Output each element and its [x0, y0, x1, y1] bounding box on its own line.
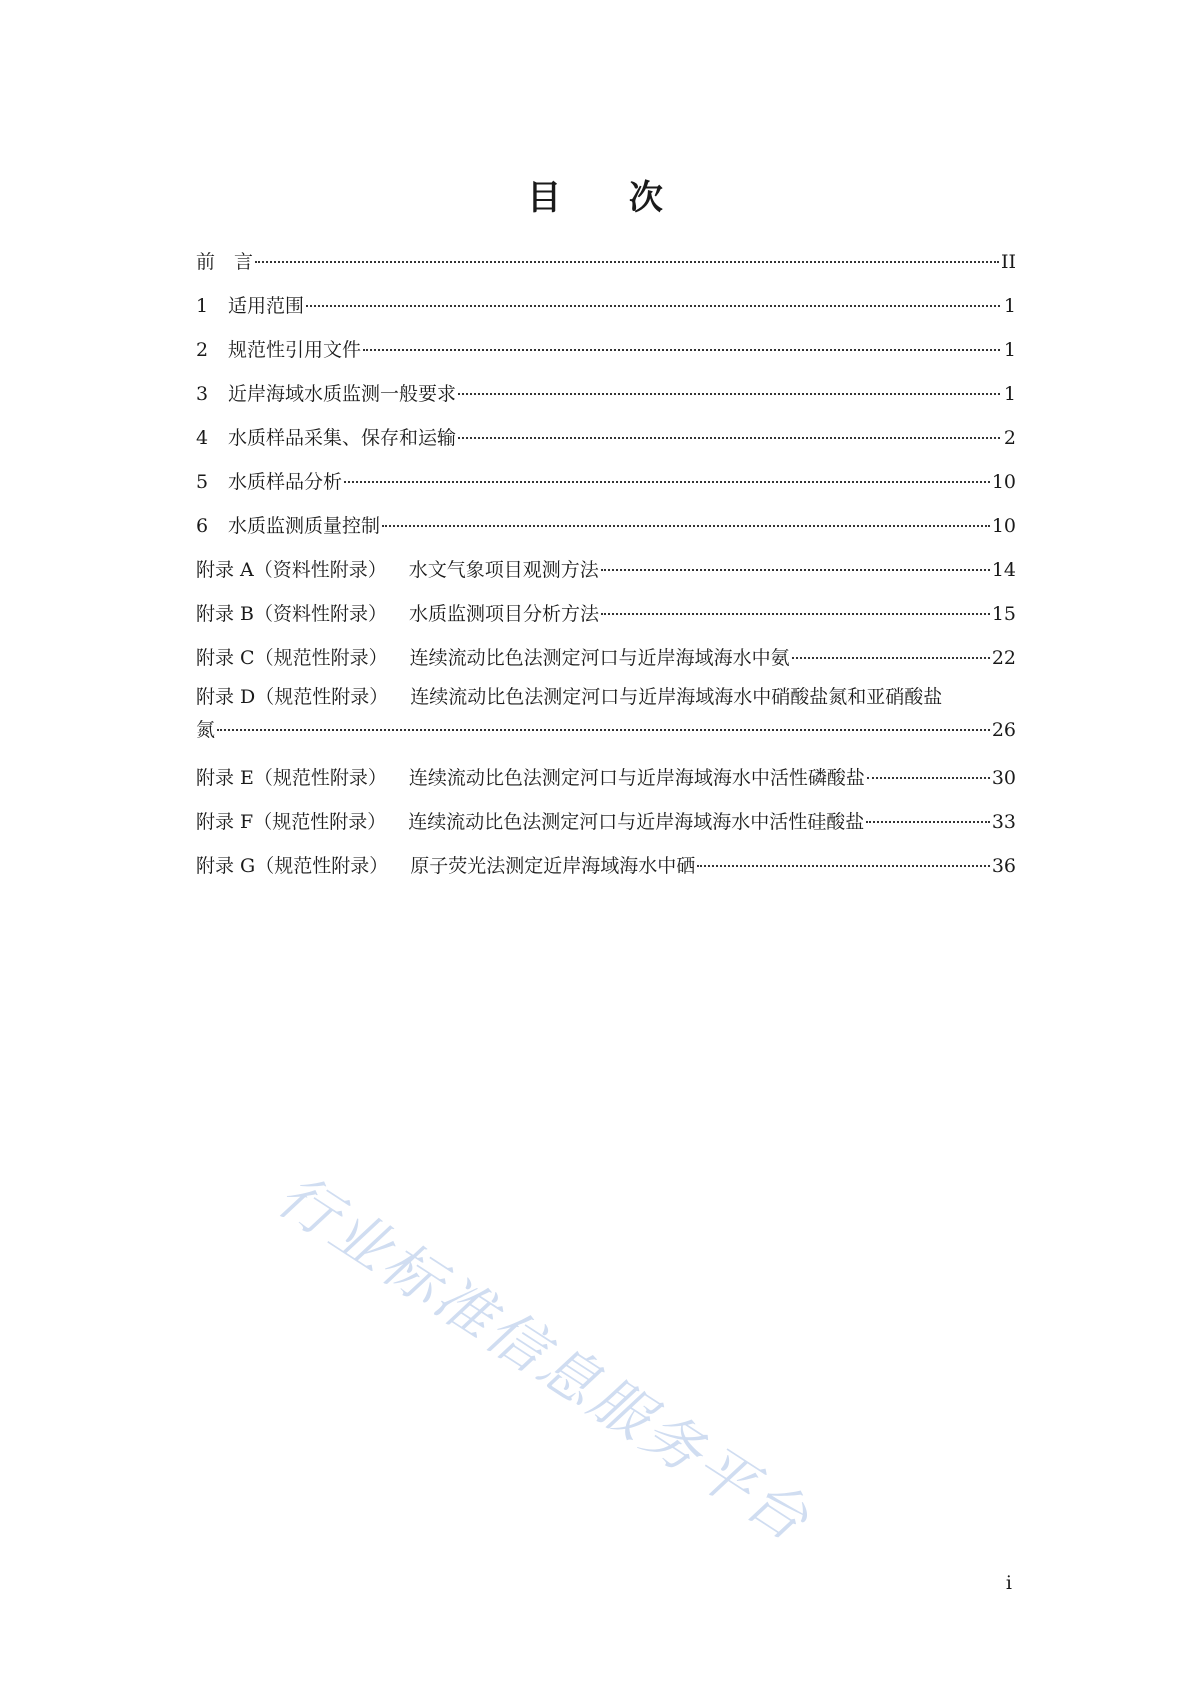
toc-leader-dots: [601, 569, 990, 571]
toc-label: 适用范围: [228, 295, 305, 317]
toc-leader-dots: [458, 393, 1000, 395]
toc-page-number: 1: [1003, 295, 1016, 317]
toc-page-number: 10: [991, 471, 1016, 493]
toc-leader-dots: [217, 729, 990, 731]
toc-leader-dots: [866, 821, 990, 823]
toc-appendix-label: 附录 G（规范性附录）: [196, 855, 389, 877]
toc-entry-appendix-e[interactable]: [196, 756, 1016, 800]
footer-page-number: i: [1005, 1572, 1012, 1594]
toc-leader-dots: [867, 777, 990, 779]
toc-entry-appendix-d-continued[interactable]: [196, 714, 1016, 756]
toc-page-number: 1: [1003, 383, 1016, 405]
toc-appendix-label: 附录 F（规范性附录）: [196, 811, 387, 833]
toc-appendix-label: 附录 E（规范性附录）: [196, 767, 387, 789]
toc-entry-4[interactable]: [196, 416, 1016, 460]
page-title: 目 次: [527, 178, 691, 218]
toc-appendix-title: 水质监测项目分析方法: [409, 603, 600, 625]
toc-leader-dots: [601, 613, 990, 615]
toc-label: 水质监测质量控制: [228, 515, 381, 537]
toc-page-number: 22: [991, 647, 1016, 669]
toc-appendix-title: 连续流动比色法测定河口与近岸海域海水中活性硅酸盐: [408, 811, 865, 833]
toc-leader-dots: [382, 525, 990, 527]
watermark: 行业标准信息服务平台: [265, 1160, 823, 1556]
toc-leader-dots: [344, 481, 990, 483]
toc-appendix-label: 附录 A（资料性附录）: [196, 559, 387, 581]
toc-appendix-title: 连续流动比色法测定河口与近岸海域海水中活性磷酸盐: [408, 767, 865, 789]
toc-entry-appendix-f[interactable]: [196, 800, 1016, 844]
toc-page-number: 15: [991, 603, 1016, 625]
toc-number: 4: [196, 427, 209, 449]
toc-appendix-title: 原子荧光法测定近岸海域海水中硒: [410, 855, 696, 877]
toc-number: 6: [196, 515, 209, 537]
toc-entry-3[interactable]: [196, 372, 1016, 416]
table-of-contents: [196, 240, 1016, 888]
toc-entry-appendix-c[interactable]: [196, 636, 1016, 680]
toc-appendix-label: 附录 D（规范性附录）: [196, 686, 389, 708]
toc-page-number: 10: [991, 515, 1016, 537]
toc-label: 规范性引用文件: [228, 339, 362, 361]
toc-appendix-title-continued: 氮: [196, 719, 216, 741]
toc-page-number: II: [1000, 251, 1016, 273]
toc-label: 前 言: [196, 251, 254, 273]
toc-page-number: 36: [991, 855, 1016, 877]
toc-entry-foreword[interactable]: [196, 240, 1016, 284]
toc-appendix-title: 水文气象项目观测方法: [408, 559, 599, 581]
toc-appendix-label: 附录 B（资料性附录）: [196, 603, 388, 625]
toc-number: 1: [196, 295, 209, 317]
toc-entry-appendix-g[interactable]: [196, 844, 1016, 888]
toc-page-number: 2: [1003, 427, 1016, 449]
toc-entry-6[interactable]: [196, 504, 1016, 548]
toc-number: 5: [196, 471, 209, 493]
toc-entry-2[interactable]: [196, 328, 1016, 372]
toc-leader-dots: [458, 437, 1000, 439]
toc-entry-appendix-d[interactable]: [196, 680, 1016, 714]
toc-label: 水质样品分析: [228, 471, 343, 493]
toc-page-number: 1: [1003, 339, 1016, 361]
toc-leader-dots: [697, 865, 990, 867]
toc-entry-appendix-b[interactable]: [196, 592, 1016, 636]
toc-leader-dots: [306, 305, 1000, 307]
toc-leader-dots: [792, 657, 990, 659]
toc-label: 近岸海域水质监测一般要求: [228, 383, 457, 405]
toc-appendix-title: 连续流动比色法测定河口与近岸海域海水中硝酸盐氮和亚硝酸盐: [410, 686, 943, 708]
toc-page-number: 33: [991, 811, 1016, 833]
toc-page-number: 14: [991, 559, 1016, 581]
toc-appendix-title: 连续流动比色法测定河口与近岸海域海水中氨: [409, 647, 790, 669]
toc-entry-1[interactable]: [196, 284, 1016, 328]
toc-appendix-label: 附录 C（规范性附录）: [196, 647, 388, 669]
toc-leader-dots: [255, 261, 999, 263]
toc-entry-appendix-a[interactable]: [196, 548, 1016, 592]
toc-leader-dots: [363, 349, 1000, 351]
toc-number: 2: [196, 339, 209, 361]
toc-page-number: 30: [991, 767, 1016, 789]
toc-number: 3: [196, 383, 209, 405]
toc-page-number: 26: [991, 719, 1016, 741]
toc-label: 水质样品采集、保存和运输: [228, 427, 457, 449]
toc-entry-5[interactable]: [196, 460, 1016, 504]
